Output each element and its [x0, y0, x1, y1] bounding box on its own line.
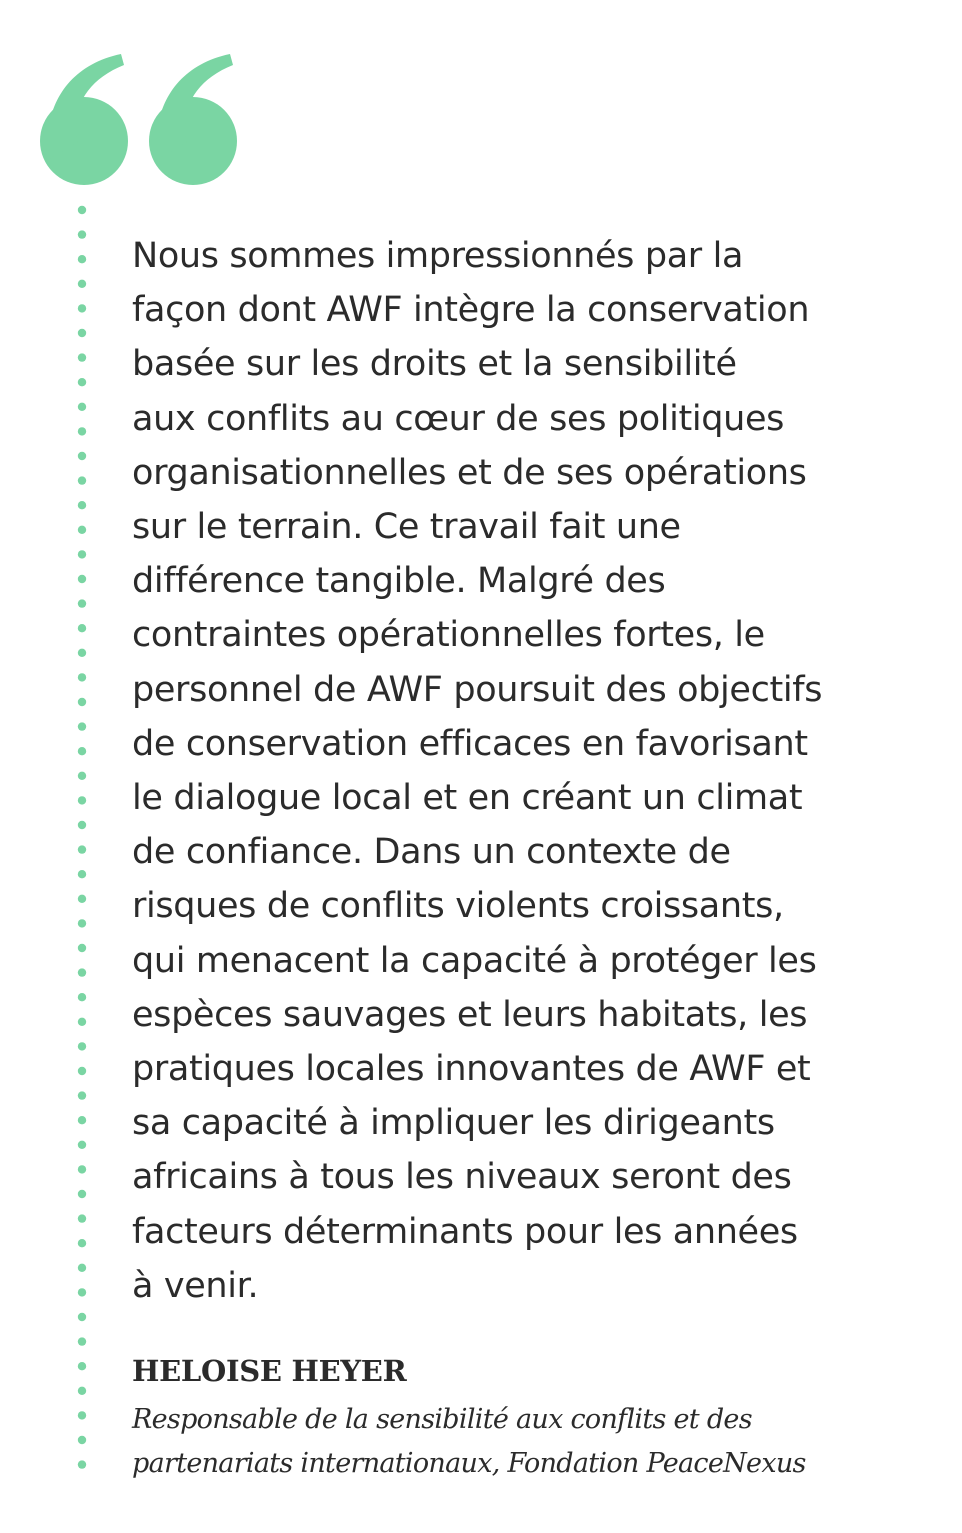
- rule-dot: [78, 796, 86, 804]
- rule-dot: [78, 870, 86, 878]
- rule-dot: [78, 1337, 86, 1345]
- rule-dot: [78, 452, 86, 460]
- rule-dot: [78, 1141, 86, 1149]
- rule-dot: [78, 919, 86, 927]
- rule-dot: [78, 476, 86, 484]
- rule-dot: [78, 501, 86, 509]
- rule-dot: [78, 772, 86, 780]
- quote-line: sur le terrain. Ce travail fait une: [132, 507, 681, 548]
- quote-line: à venir.: [132, 1265, 259, 1306]
- quote-line: espèces sauvages et leurs habitats, les: [132, 994, 808, 1035]
- rule-dot: [78, 329, 86, 337]
- rule-dot: [78, 1239, 86, 1247]
- rule-dot: [78, 353, 86, 361]
- rule-dot: [78, 649, 86, 657]
- quote-line: sa capacité à impliquer les dirigeants: [132, 1103, 775, 1144]
- quote-line: africains à tous les niveaux seront des: [132, 1157, 792, 1198]
- attribution-role-line: Responsable de la sensibilité aux conflits et des: [132, 1404, 752, 1435]
- rule-dot: [78, 1190, 86, 1198]
- rule-dot: [78, 403, 86, 411]
- rule-dot: [78, 1067, 86, 1075]
- dotted-rule: [75, 205, 89, 1485]
- quote-line: risques de conflits violents croissants,: [132, 886, 784, 927]
- rule-dot: [78, 599, 86, 607]
- rule-dot: [78, 1042, 86, 1050]
- rule-dot: [78, 1288, 86, 1296]
- rule-dot: [78, 1116, 86, 1124]
- rule-dot: [78, 821, 86, 829]
- rule-dot: [78, 1436, 86, 1444]
- rule-dot: [78, 1018, 86, 1026]
- rule-dot: [78, 673, 86, 681]
- rule-dot: [78, 722, 86, 730]
- rule-dot: [78, 747, 86, 755]
- rule-dot: [78, 1460, 86, 1468]
- attribution-name: HELOISE HEYER: [132, 1354, 407, 1388]
- rule-dot: [78, 1165, 86, 1173]
- quote-line: aux conflits au cœur de ses politiques: [132, 398, 785, 439]
- rule-dot: [78, 845, 86, 853]
- quote-line: de conservation efficaces en favorisant: [132, 723, 808, 764]
- quote-line: pratiques locales innovantes de AWF et: [132, 1049, 811, 1090]
- rule-dot: [78, 944, 86, 952]
- rule-dot: [78, 550, 86, 558]
- rule-dot: [78, 304, 86, 312]
- rule-dot: [78, 895, 86, 903]
- rule-dot: [78, 1091, 86, 1099]
- rule-dot: [78, 230, 86, 238]
- rule-dot: [78, 1313, 86, 1321]
- quote-line: le dialogue local et en créant un climat: [132, 778, 803, 819]
- quote-line: facteurs déterminants pour les années: [132, 1211, 798, 1252]
- rule-dot: [78, 698, 86, 706]
- rule-dot: [78, 427, 86, 435]
- rule-dot: [78, 968, 86, 976]
- attribution-role: [132, 1398, 947, 1486]
- rule-dot: [78, 993, 86, 1001]
- quote-line: basée sur les droits et la sensibilité: [132, 344, 737, 385]
- quote-line: Nous sommes impressionnés par la: [132, 236, 744, 276]
- rule-dot: [78, 1362, 86, 1370]
- attribution-role-line: partenariats internationaux, Fondation PeaceNexus: [132, 1448, 806, 1479]
- rule-dot: [78, 575, 86, 583]
- rule-dot: [78, 1411, 86, 1419]
- quote-line: différence tangible. Malgré des: [132, 561, 666, 602]
- rule-dot: [78, 1264, 86, 1272]
- rule-dot: [78, 624, 86, 632]
- quote-line: organisationnelles et de ses opérations: [132, 452, 807, 493]
- quote-line: de confiance. Dans un contexte de: [132, 832, 731, 873]
- rule-dot: [78, 526, 86, 534]
- quote-text: [132, 229, 947, 1313]
- quote-line: contraintes opérationnelles fortes, le: [132, 615, 765, 656]
- rule-dot: [78, 280, 86, 288]
- rule-dot: [78, 1387, 86, 1395]
- rule-dot: [78, 206, 86, 214]
- quote-line: personnel de AWF poursuit des objectifs: [132, 669, 823, 710]
- rule-dot: [78, 378, 86, 386]
- quote-line: façon dont AWF intègre la conservation: [132, 290, 810, 331]
- rule-dot: [78, 1214, 86, 1222]
- opening-quote-icon: [38, 52, 242, 188]
- rule-dot: [78, 255, 86, 263]
- quote-line: qui menacent la capacité à protéger les: [132, 940, 817, 981]
